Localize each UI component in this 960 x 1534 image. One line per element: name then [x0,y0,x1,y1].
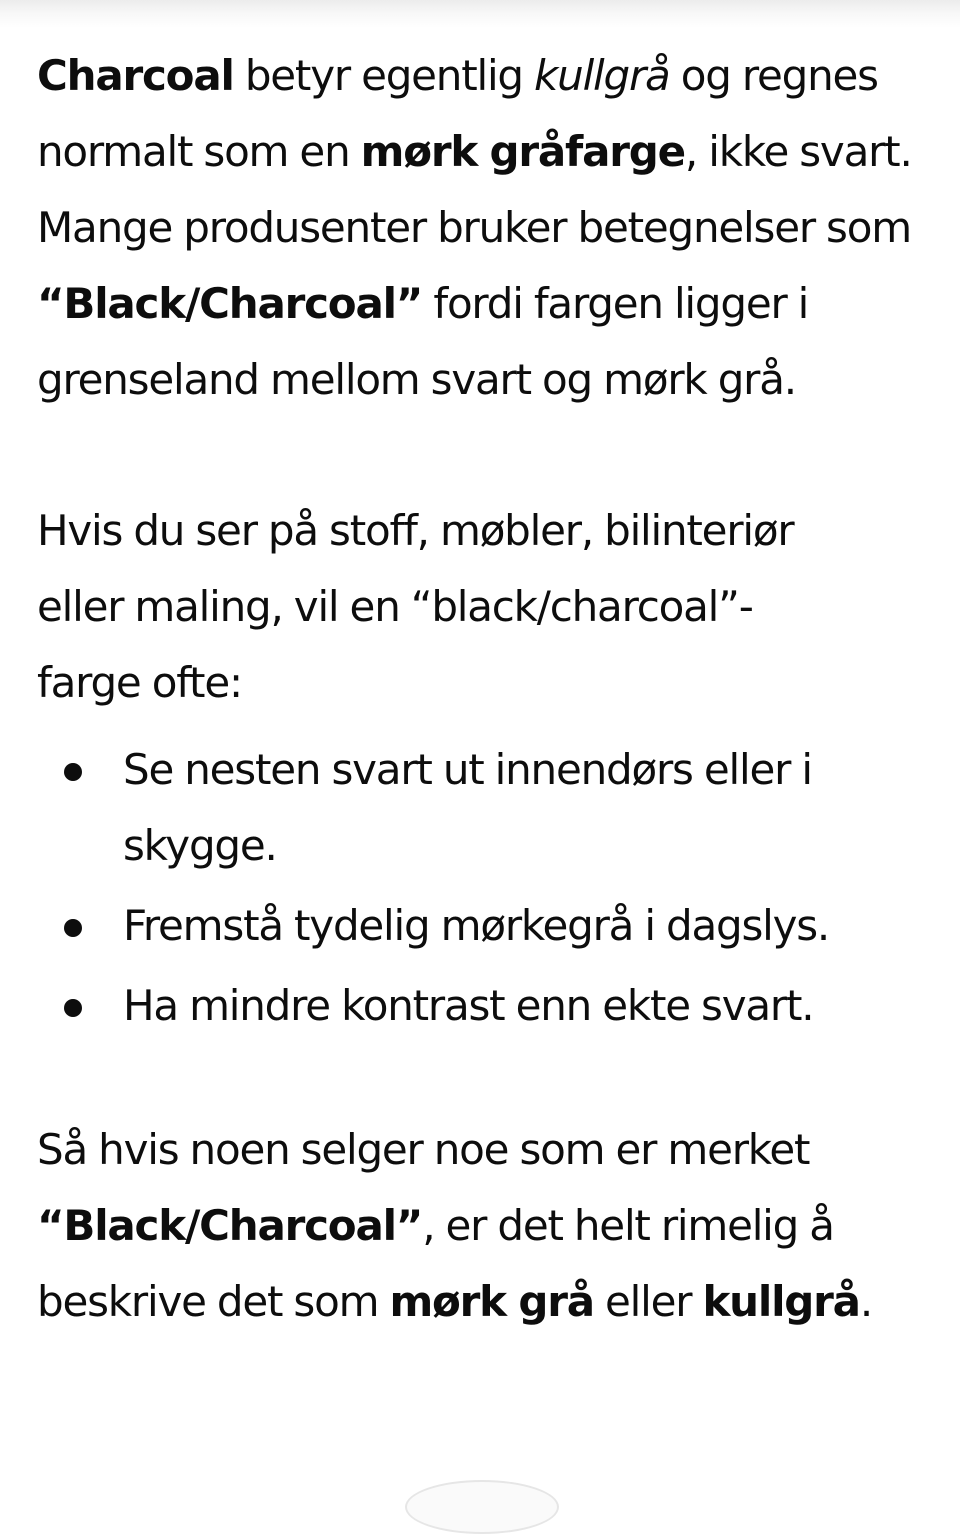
term-kullgra: kullgrå [702,1277,860,1326]
message-content [37,38,937,1340]
list-item [37,968,937,1044]
list-item [37,888,937,964]
scroll-to-bottom-button[interactable] [405,1480,559,1534]
paragraph-charcoal-definition [37,38,927,418]
text-segment: eller [593,1277,703,1326]
paragraph-usage-intro: Hvis du ser på stoff, møbler, bilinteriør eller maling, vil en “black/charcoal”-farge ofte: [37,506,794,707]
text-segment: , ikke svart. Mange produsenter bruker betegnelser som [37,127,912,252]
text-segment: Så hvis noen selger noe som er merket [37,1125,810,1174]
list-item [37,732,823,884]
term-black-charcoal: “Black/Charcoal” [37,1201,423,1250]
list-item-text: Se nesten svart ut innendørs eller i skygge. [123,745,812,870]
text-segment: og regnes normalt som en [37,51,878,176]
list-item-text: Fremstå tydelig mørkegrå i dagslys. [123,901,830,950]
term-mork-gra: mørk grå [389,1277,594,1326]
bullet-dot-icon [64,763,82,781]
top-scroll-shade [0,0,960,28]
bullet-dot-icon [64,999,82,1017]
text-segment: . [859,1277,872,1326]
text-segment: betyr egentlig [233,51,535,100]
term-charcoal: Charcoal [37,51,234,100]
text-segment: , er det helt rimelig å beskrive det som [37,1201,834,1326]
bullet-list [37,732,937,1044]
term-black-charcoal: “Black/Charcoal” [37,279,423,328]
term-mork-grafarge: mørk gråfarge [360,127,685,176]
bullet-dot-icon [64,919,82,937]
text-segment: fordi fargen ligger i grenseland mellom svart og mørk grå. [37,279,809,404]
list-item-text: Ha mindre kontrast enn ekte svart. [123,981,814,1030]
term-kullgra-italic: kullgrå [534,51,670,100]
paragraph-conclusion [37,1112,917,1340]
